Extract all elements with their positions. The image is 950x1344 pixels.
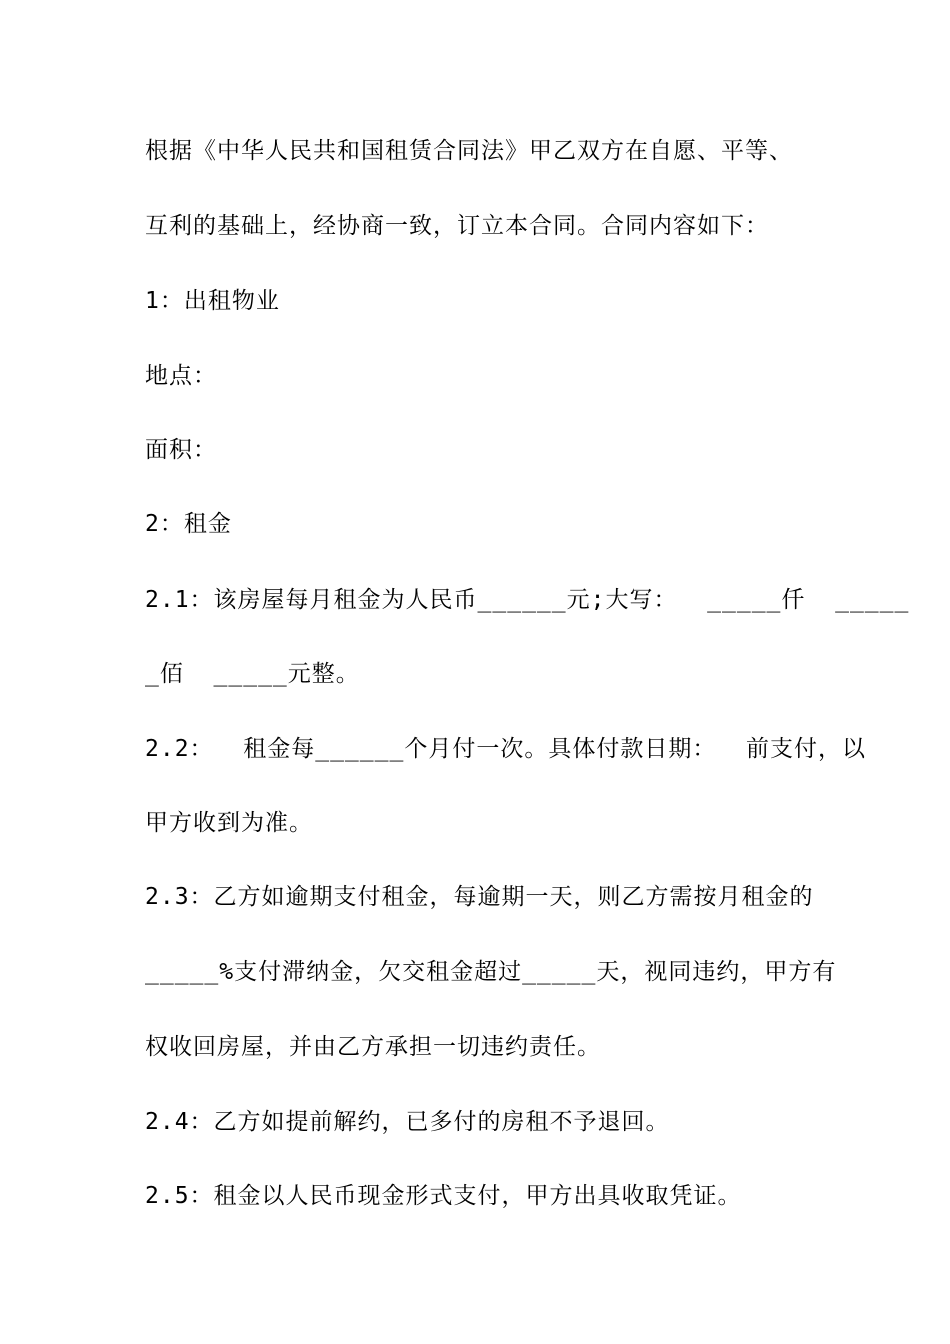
paragraph-line: 互利的基础上，经协商一致，订立本合同。合同内容如下： bbox=[145, 213, 769, 239]
clause-line: 2.3：乙方如逾期支付租金，每逾期一天，则乙方需按月租金的 bbox=[145, 884, 814, 910]
field-label: 面积： bbox=[145, 437, 217, 463]
clause-line: 2.1：该房屋每月租金为人民币______元;大写： _____仟 _____ bbox=[145, 587, 910, 613]
clause-line: 2.2： 租金每______个月付一次。具体付款日期： 前支付，以 bbox=[145, 736, 867, 762]
clause-line: _佰 _____元整。 bbox=[145, 661, 360, 687]
clause-line: 2.4：乙方如提前解约，已多付的房租不予退回。 bbox=[145, 1109, 670, 1135]
clause-line: 权收回房屋，并由乙方承担一切违约责任。 bbox=[145, 1034, 601, 1060]
field-label: 地点： bbox=[145, 363, 217, 389]
clause-line: _____%支付滞纳金，欠交租金超过_____天，视同违约，甲方有 bbox=[145, 959, 837, 985]
clause-line: 甲方收到为准。 bbox=[145, 810, 313, 836]
clause-line: 2.5：租金以人民币现金形式支付，甲方出具收取凭证。 bbox=[145, 1183, 742, 1209]
section-heading: 1：出租物业 bbox=[145, 288, 280, 314]
paragraph-line: 根据《中华人民共和国租赁合同法》甲乙双方在自愿、平等、 bbox=[145, 138, 793, 164]
section-heading: 2：租金 bbox=[145, 511, 232, 537]
